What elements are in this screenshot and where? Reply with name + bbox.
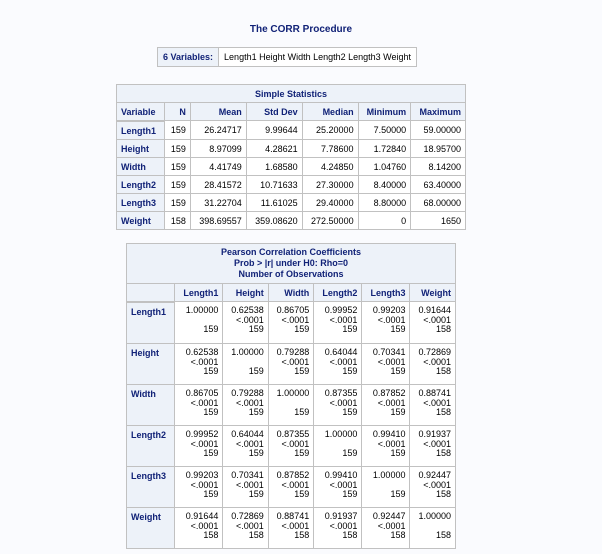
row-header: Length3 bbox=[116, 194, 165, 212]
correlation-cell bbox=[269, 426, 314, 467]
observations: 159 bbox=[390, 324, 406, 334]
table-cell: 29.40000 bbox=[303, 194, 359, 212]
p-value: <.0001 bbox=[423, 438, 451, 449]
correlation-cell bbox=[362, 344, 410, 385]
coefficient: 0.64044 bbox=[324, 347, 358, 357]
page-title: The CORR Procedure bbox=[249, 24, 353, 35]
coefficient: 0.91644 bbox=[185, 511, 219, 521]
observations: 159 bbox=[203, 366, 219, 376]
correlation-cell bbox=[410, 467, 456, 508]
column-header: Length2 bbox=[314, 284, 362, 302]
table-cell: 27.30000 bbox=[303, 176, 359, 194]
p-value: <.0001 bbox=[377, 438, 406, 449]
table-row bbox=[116, 212, 466, 230]
correlation-cell bbox=[314, 302, 362, 344]
table-cell: 0 bbox=[359, 212, 412, 230]
p-value: <.0001 bbox=[423, 314, 451, 325]
coefficient: 0.91937 bbox=[418, 429, 451, 439]
coefficient: 0.87355 bbox=[276, 429, 310, 439]
table-cell: 4.41749 bbox=[191, 158, 247, 176]
correlation-cell bbox=[269, 302, 314, 344]
table-cell: 8.97099 bbox=[191, 140, 247, 158]
observations: 159 bbox=[248, 407, 264, 417]
column-header: Weight bbox=[410, 284, 456, 302]
correlation-cell bbox=[362, 508, 410, 549]
table-cell: 63.40000 bbox=[411, 176, 466, 194]
table-row bbox=[126, 302, 456, 344]
coefficient: 0.86705 bbox=[185, 388, 219, 398]
coefficient: 0.99410 bbox=[372, 429, 406, 439]
observations: 159 bbox=[390, 448, 406, 458]
p-value: <.0001 bbox=[190, 479, 219, 490]
column-header: Variable bbox=[116, 103, 165, 121]
table-cell: 18.95700 bbox=[411, 140, 466, 158]
row-header: Weight bbox=[126, 508, 175, 549]
row-header: Weight bbox=[116, 212, 165, 230]
table-cell: 25.20000 bbox=[303, 121, 359, 140]
p-value: <.0001 bbox=[329, 397, 358, 408]
table-cell: 158 bbox=[165, 212, 191, 230]
row-header: Length3 bbox=[126, 467, 175, 508]
correlation-cell bbox=[314, 467, 362, 508]
coefficient: 0.99952 bbox=[185, 429, 219, 439]
coefficient: 0.87852 bbox=[372, 388, 406, 398]
p-value: <.0001 bbox=[190, 356, 219, 367]
correlation-cell bbox=[314, 385, 362, 426]
correlation-cell bbox=[269, 508, 314, 549]
p-value: <.0001 bbox=[423, 356, 451, 367]
table-cell: 159 bbox=[165, 176, 191, 194]
table-cell: 159 bbox=[165, 158, 191, 176]
correlation-cell bbox=[269, 344, 314, 385]
row-header: Width bbox=[116, 158, 165, 176]
correlation-cell bbox=[223, 467, 268, 508]
correlation-cell bbox=[314, 426, 362, 467]
coefficient: 0.70341 bbox=[372, 347, 406, 357]
simple-statistics-table bbox=[116, 84, 466, 230]
coefficient: 1.00000 bbox=[185, 305, 219, 315]
pearson-caption-line: Pearson Correlation Coefficients bbox=[220, 247, 362, 257]
table-cell: 159 bbox=[165, 121, 191, 140]
coefficient: 1.00000 bbox=[372, 470, 406, 480]
table-cell: 8.40000 bbox=[359, 176, 412, 194]
observations: 158 bbox=[435, 530, 451, 540]
coefficient: 0.87852 bbox=[276, 470, 310, 480]
observations: 159 bbox=[248, 366, 264, 376]
column-header: Std Dev bbox=[247, 103, 303, 121]
correlation-cell bbox=[314, 344, 362, 385]
coefficient: 0.64044 bbox=[231, 429, 264, 439]
table-cell: 10.71633 bbox=[247, 176, 303, 194]
table-cell: 159 bbox=[165, 194, 191, 212]
coefficient: 0.92447 bbox=[372, 511, 406, 521]
column-header: Mean bbox=[191, 103, 247, 121]
p-value: <.0001 bbox=[236, 397, 264, 408]
pearson-caption bbox=[126, 243, 456, 284]
correlation-cell bbox=[223, 385, 268, 426]
row-header: Length1 bbox=[116, 121, 165, 140]
table-cell: 159 bbox=[165, 140, 191, 158]
coefficient: 1.00000 bbox=[418, 511, 451, 521]
row-header: Height bbox=[116, 140, 165, 158]
variables-table bbox=[157, 47, 417, 67]
coefficient: 0.79288 bbox=[231, 388, 264, 398]
coefficient: 0.72869 bbox=[418, 347, 451, 357]
table-cell: 8.14200 bbox=[411, 158, 466, 176]
p-value: <.0001 bbox=[423, 479, 451, 490]
p-value: <.0001 bbox=[236, 520, 264, 531]
correlation-cell bbox=[410, 385, 456, 426]
pearson-caption-line: Prob > |r| under H0: Rho=0 bbox=[233, 258, 349, 268]
correlation-cell bbox=[362, 302, 410, 344]
correlation-cell bbox=[269, 385, 314, 426]
p-value: <.0001 bbox=[329, 356, 358, 367]
table-row bbox=[126, 344, 456, 385]
p-value: <.0001 bbox=[377, 356, 406, 367]
table-cell: 359.08620 bbox=[247, 212, 303, 230]
observations: 159 bbox=[203, 324, 219, 334]
pearson-caption-line: Number of Observations bbox=[238, 269, 344, 279]
table-row bbox=[126, 385, 456, 426]
p-value: <.0001 bbox=[281, 520, 310, 531]
corner-cell bbox=[126, 284, 175, 302]
correlation-cell bbox=[175, 344, 223, 385]
observations: 158 bbox=[248, 530, 264, 540]
row-header: Length2 bbox=[126, 426, 175, 467]
column-header: Length3 bbox=[362, 284, 410, 302]
observations: 159 bbox=[248, 489, 264, 499]
observations: 159 bbox=[342, 407, 358, 417]
coefficient: 0.91644 bbox=[418, 305, 451, 315]
observations: 159 bbox=[294, 324, 310, 334]
p-value: <.0001 bbox=[281, 314, 310, 325]
coefficient: 0.86705 bbox=[276, 305, 310, 315]
column-header: Width bbox=[269, 284, 314, 302]
coefficient: 0.99952 bbox=[324, 305, 358, 315]
pearson-correlation-table bbox=[126, 243, 456, 549]
simple-statistics-caption: Simple Statistics bbox=[116, 84, 466, 103]
correlation-cell bbox=[223, 302, 268, 344]
correlation-cell bbox=[175, 426, 223, 467]
observations: 158 bbox=[435, 489, 451, 499]
table-cell: 7.78600 bbox=[303, 140, 359, 158]
observations: 159 bbox=[294, 448, 310, 458]
observations: 159 bbox=[342, 324, 358, 334]
table-cell: 4.24850 bbox=[303, 158, 359, 176]
observations: 159 bbox=[342, 489, 358, 499]
table-cell: 1650 bbox=[411, 212, 466, 230]
table-row bbox=[126, 508, 456, 549]
p-value: <.0001 bbox=[190, 397, 219, 408]
observations: 159 bbox=[203, 448, 219, 458]
p-value: <.0001 bbox=[236, 438, 264, 449]
observations: 158 bbox=[294, 530, 310, 540]
column-header: Height bbox=[223, 284, 268, 302]
coefficient: 0.99203 bbox=[185, 470, 219, 480]
row-header: Width bbox=[126, 385, 175, 426]
column-header: Length1 bbox=[175, 284, 223, 302]
observations: 159 bbox=[248, 448, 264, 458]
row-header: Length2 bbox=[116, 176, 165, 194]
observations: 159 bbox=[390, 407, 406, 417]
coefficient: 0.91937 bbox=[324, 511, 358, 521]
table-cell: 7.50000 bbox=[359, 121, 412, 140]
observations: 159 bbox=[294, 366, 310, 376]
p-value: <.0001 bbox=[329, 479, 358, 490]
observations: 158 bbox=[435, 407, 451, 417]
table-row bbox=[116, 158, 466, 176]
table-cell: 68.00000 bbox=[411, 194, 466, 212]
p-value: <.0001 bbox=[377, 314, 406, 325]
observations: 159 bbox=[294, 407, 310, 417]
table-row bbox=[126, 467, 456, 508]
correlation-cell bbox=[362, 385, 410, 426]
p-value: <.0001 bbox=[236, 479, 264, 490]
table-cell: 398.69557 bbox=[191, 212, 247, 230]
coefficient: 0.99203 bbox=[372, 305, 406, 315]
observations: 158 bbox=[435, 366, 451, 376]
correlation-cell bbox=[362, 467, 410, 508]
p-value: <.0001 bbox=[329, 314, 358, 325]
correlation-cell bbox=[410, 426, 456, 467]
observations: 158 bbox=[342, 530, 358, 540]
coefficient: 0.62538 bbox=[231, 305, 264, 315]
column-header: Minimum bbox=[359, 103, 412, 121]
observations: 158 bbox=[390, 530, 406, 540]
table-cell: 11.61025 bbox=[247, 194, 303, 212]
coefficient: 0.92447 bbox=[418, 470, 451, 480]
correlation-cell bbox=[410, 344, 456, 385]
observations: 159 bbox=[342, 448, 358, 458]
variables-list: Length1 Height Width Length2 Length3 Weight bbox=[219, 47, 417, 67]
correlation-cell bbox=[175, 508, 223, 549]
table-cell: 26.24717 bbox=[191, 121, 247, 140]
correlation-cell bbox=[410, 302, 456, 344]
p-value: <.0001 bbox=[190, 438, 219, 449]
table-cell: 1.72840 bbox=[359, 140, 412, 158]
table-cell: 272.50000 bbox=[303, 212, 359, 230]
table-row bbox=[116, 176, 466, 194]
p-value: <.0001 bbox=[281, 356, 310, 367]
p-value: <.0001 bbox=[377, 520, 406, 531]
coefficient: 0.72869 bbox=[231, 511, 264, 521]
coefficient: 0.70341 bbox=[231, 470, 264, 480]
coefficient: 0.87355 bbox=[324, 388, 358, 398]
coefficient: 0.99410 bbox=[324, 470, 358, 480]
correlation-cell bbox=[223, 344, 268, 385]
correlation-cell bbox=[314, 508, 362, 549]
column-header: N bbox=[165, 103, 191, 121]
table-cell: 1.68580 bbox=[247, 158, 303, 176]
observations: 159 bbox=[342, 366, 358, 376]
coefficient: 0.79288 bbox=[276, 347, 310, 357]
p-value: <.0001 bbox=[281, 438, 310, 449]
table-row bbox=[126, 426, 456, 467]
observations: 158 bbox=[435, 324, 451, 334]
coefficient: 1.00000 bbox=[324, 429, 358, 439]
correlation-cell bbox=[269, 467, 314, 508]
correlation-cell bbox=[175, 467, 223, 508]
observations: 159 bbox=[294, 489, 310, 499]
p-value: <.0001 bbox=[329, 520, 358, 531]
observations: 159 bbox=[248, 324, 264, 334]
table-row bbox=[116, 121, 466, 140]
correlation-cell bbox=[410, 508, 456, 549]
p-value: <.0001 bbox=[190, 520, 219, 531]
observations: 159 bbox=[203, 489, 219, 499]
correlation-cell bbox=[362, 426, 410, 467]
table-row bbox=[116, 194, 466, 212]
table-cell: 28.41572 bbox=[191, 176, 247, 194]
column-header: Median bbox=[303, 103, 359, 121]
row-header: Length1 bbox=[126, 302, 175, 344]
table-cell: 1.04760 bbox=[359, 158, 412, 176]
p-value: <.0001 bbox=[423, 397, 451, 408]
correlation-cell bbox=[175, 302, 223, 344]
coefficient: 1.00000 bbox=[276, 388, 310, 398]
p-value: <.0001 bbox=[281, 479, 310, 490]
p-value: <.0001 bbox=[236, 314, 264, 325]
correlation-cell bbox=[223, 426, 268, 467]
table-cell: 4.28621 bbox=[247, 140, 303, 158]
variables-label: 6 Variables: bbox=[157, 47, 219, 67]
observations: 158 bbox=[203, 530, 219, 540]
table-cell: 9.99644 bbox=[247, 121, 303, 140]
table-row bbox=[116, 140, 466, 158]
coefficient: 0.88741 bbox=[276, 511, 310, 521]
observations: 159 bbox=[203, 407, 219, 417]
coefficient: 0.88741 bbox=[418, 388, 451, 398]
observations: 159 bbox=[390, 489, 406, 499]
column-header: Maximum bbox=[411, 103, 466, 121]
row-header: Height bbox=[126, 344, 175, 385]
table-cell: 31.22704 bbox=[191, 194, 247, 212]
table-cell: 59.00000 bbox=[411, 121, 466, 140]
correlation-cell bbox=[175, 385, 223, 426]
observations: 158 bbox=[435, 448, 451, 458]
coefficient: 0.62538 bbox=[185, 347, 219, 357]
coefficient: 1.00000 bbox=[231, 347, 264, 357]
correlation-cell bbox=[223, 508, 268, 549]
p-value: <.0001 bbox=[377, 397, 406, 408]
observations: 159 bbox=[390, 366, 406, 376]
table-cell: 8.80000 bbox=[359, 194, 412, 212]
